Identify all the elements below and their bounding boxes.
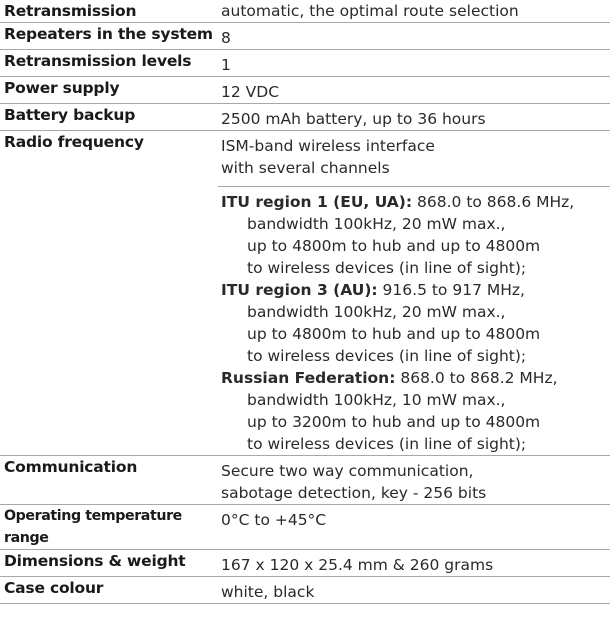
region-itu-1: ITU region 1 (EU, UA): 868.0 to 868.6 MHz, bandwidth 100kHz, 20 mW max., up to 4800m to hub and up to 4800m to wireless devices (in line of sight);: [221, 193, 575, 277]
spec-row-dimensions: [0, 550, 610, 577]
spec-value: 8: [218, 23, 610, 50]
spec-label: Dimensions & weight: [0, 550, 218, 577]
spec-value: 2500 mAh battery, up to 36 hours: [218, 104, 610, 131]
spec-label: Retransmission levels: [0, 50, 218, 77]
spec-value-regions: [218, 187, 610, 456]
region-russian-federation: Russian Federation: 868.0 to 868.2 MHz, bandwidth 100kHz, 10 mW max., up to 3200m to hub and up to 4800m to wireless devices (in line of sight);: [221, 369, 558, 453]
spec-label: Case colour: [0, 577, 218, 604]
spec-value: ISM-band wireless interface with several channels: [218, 131, 610, 187]
spec-row-temperature: [0, 505, 610, 550]
spec-label: Repeaters in the system: [0, 23, 218, 50]
region-itu-3: ITU region 3 (AU): 916.5 to 917 MHz, bandwidth 100kHz, 20 mW max., up to 4800m to hub and up to 4800m to wireless devices (in line of sight);: [221, 281, 541, 365]
spec-value: 0°C to +45°C: [218, 505, 610, 550]
spec-value: 167 x 120 x 25.4 mm & 260 grams: [218, 550, 610, 577]
spec-value: automatic, the optimal route selection: [218, 0, 610, 23]
spec-label: Battery backup: [0, 104, 218, 131]
spec-label: Retransmission: [0, 0, 218, 23]
spec-label: Operating temperature range: [0, 505, 218, 550]
spec-value: Secure two way communication, sabotage detection, key - 256 bits: [218, 456, 610, 505]
spec-label: Power supply: [0, 77, 218, 104]
spec-row-levels: [0, 50, 610, 77]
spec-row-power: [0, 77, 610, 104]
spec-value: 1: [218, 50, 610, 77]
spec-value: 12 VDC: [218, 77, 610, 104]
spec-row-retransmission: [0, 0, 610, 23]
spec-value: white, black: [218, 577, 610, 604]
spec-row-repeaters: [0, 23, 610, 50]
spec-row-case-colour: [0, 577, 610, 604]
spec-row-communication: [0, 456, 610, 505]
spec-row-battery: [0, 104, 610, 131]
spec-row-radio: [0, 131, 610, 187]
spec-label: Radio frequency: [0, 131, 218, 456]
spec-label: Communication: [0, 456, 218, 505]
